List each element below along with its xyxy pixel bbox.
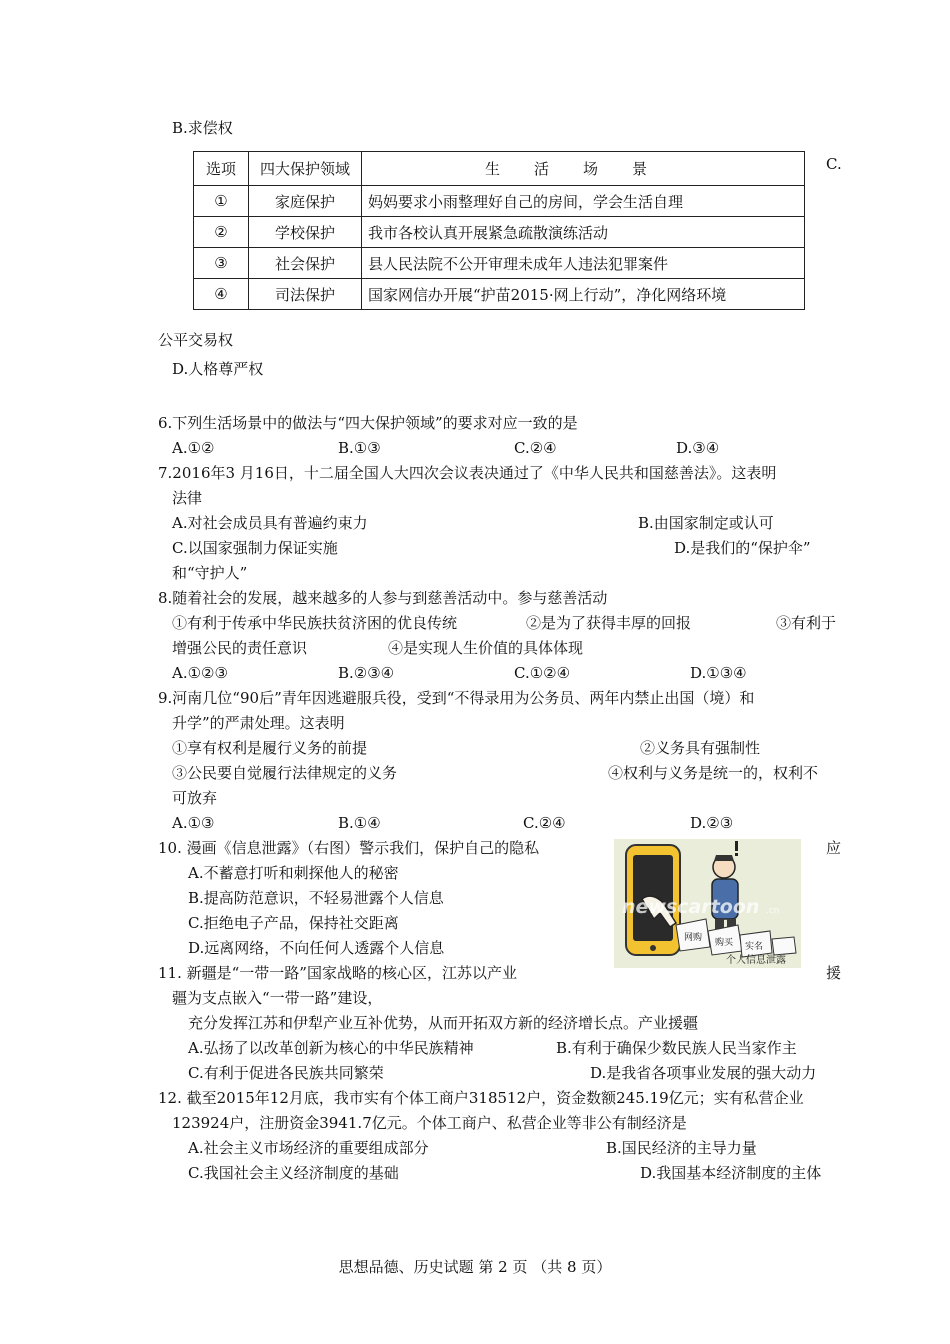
- table-cell-option: ①: [194, 186, 249, 217]
- page-footer: 思想品德、历史试题 第 2 页 （共 8 页）: [338, 1258, 612, 1276]
- q6-option-d: D.③④: [676, 439, 720, 457]
- q8-statement-2: ②是为了获得丰厚的回报: [526, 614, 692, 632]
- table-header-option: 选项: [194, 152, 249, 186]
- table-row: [194, 279, 805, 310]
- watermark-suffix: .cn: [766, 906, 780, 916]
- q9-stem-line2: 升学”的严肃处理。这表明: [172, 714, 345, 732]
- q7-option-c: C.以国家强制力保证实施: [172, 539, 338, 557]
- q11-option-c: C.有利于促进各民族共同繁荣: [188, 1064, 384, 1082]
- q7-option-d: D.是我们的“保护伞”: [674, 539, 811, 557]
- q9-option-d: D.②③: [690, 814, 734, 832]
- q9-statement-3: ③公民要自觉履行法律规定的义务: [172, 764, 398, 782]
- q11-stem-line3: 充分发挥江苏和伊犁产业互补优势，从而开拓双方新的经济增长点。产业援疆: [188, 1014, 699, 1032]
- table-cell-area: 社会保护: [249, 248, 362, 279]
- q8-option-a: A.①②③: [172, 664, 228, 682]
- q5-option-c-letter: C.: [826, 155, 842, 173]
- q10-option-b: B.提高防范意识，不轻易泄露个人信息: [188, 889, 444, 907]
- q8-option-c: C.①②④: [514, 664, 571, 682]
- q12-option-c: C.我国社会主义经济制度的基础: [188, 1164, 399, 1182]
- table-cell-area: 司法保护: [249, 279, 362, 310]
- q10-option-c: C.拒绝电子产品，保持社交距离: [188, 914, 399, 932]
- table-header-scene: 生活场景: [362, 152, 805, 186]
- table-header-row: [194, 152, 805, 186]
- q12-option-a: A.社会主义市场经济的重要组成部分: [188, 1139, 429, 1157]
- q9-option-c: C.②④: [523, 814, 566, 832]
- q8-option-b: B.②③④: [338, 664, 395, 682]
- q11-stem-line1: 11. 新疆是“一带一路”国家战略的核心区，江苏以产业: [158, 964, 517, 982]
- protection-table: [193, 151, 805, 310]
- paper-label-1: 网购: [684, 933, 703, 943]
- table-cell-option: ③: [194, 248, 249, 279]
- paper-label-2: 购买: [715, 938, 734, 948]
- q5-option-b: B.求偿权: [172, 119, 233, 137]
- table-cell-scene: 国家网信办开展“护苗2015·网上行动”，净化网络环境: [362, 279, 805, 310]
- q7-stem-line1: 7.2016年3 月16日，十二届全国人大四次会议表决通过了《中华人民共和国慈善法》。这表明: [158, 464, 777, 482]
- exclamation-icon: [735, 841, 738, 851]
- cartoon-illustration: [614, 839, 801, 968]
- table-cell-area: 家庭保护: [249, 186, 362, 217]
- q6-stem: 6.下列生活场景中的做法与“四大保护领域”的要求对应一致的是: [158, 414, 578, 432]
- q9-option-a: A.①③: [172, 814, 215, 832]
- table-header-area: 四大保护领域: [249, 152, 362, 186]
- q12-option-d: D.我国基本经济制度的主体: [640, 1164, 822, 1182]
- q7-stem-line2: 法律: [172, 489, 203, 507]
- q8-statement-4: ④是实现人生价值的具体体现: [388, 639, 584, 657]
- table-row: [194, 186, 805, 217]
- q8-statement-1: ①有利于传承中华民族扶贫济困的优良传统: [172, 614, 458, 632]
- cartoon-information-leak: [614, 839, 801, 968]
- q11-option-b: B.有利于确保少数民族人民当家作主: [556, 1039, 797, 1057]
- q10-option-d: D.远离网络，不向任何人透露个人信息: [188, 939, 445, 957]
- q9-statement-4-cont: 可放弃: [172, 789, 218, 807]
- q11-option-a: A.弘扬了以改革创新为核心的中华民族精神: [188, 1039, 474, 1057]
- table-cell-option: ②: [194, 217, 249, 248]
- q12-option-b: B.国民经济的主导力量: [606, 1139, 757, 1157]
- table-row: [194, 217, 805, 248]
- q7-option-a: A.对社会成员具有普遍约束力: [172, 514, 368, 532]
- table-cell-area: 学校保护: [249, 217, 362, 248]
- table-cell-scene: 县人民法院不公开审理未成年人违法犯罪案件: [362, 248, 805, 279]
- q10-option-a: A.不蓄意打听和刺探他人的秘密: [188, 864, 399, 882]
- q9-stem-line1: 9.河南几位“90后”青年因逃避服兵役，受到“不得录用为公务员、两年内禁止出国（境）和: [158, 689, 755, 707]
- q8-option-d: D.①③④: [690, 664, 747, 682]
- q9-statement-4: ④权利与义务是统一的，权利不: [608, 764, 819, 782]
- q9-option-b: B.①④: [338, 814, 381, 832]
- q8-statement-3: ③有利于: [776, 614, 837, 632]
- paper-label-3: 实名: [745, 942, 764, 952]
- q9-statement-2: ②义务具有强制性: [640, 739, 761, 757]
- q10-stem: 10. 漫画《信息泄露》（右图）警示我们，保护自己的隐私: [158, 839, 540, 857]
- q8-statement-3-cont: 增强公民的责任意识: [172, 639, 308, 657]
- q12-stem-line2: 123924户，注册资金3941.7亿元。个体工商户、私营企业等非公有制经济是: [172, 1114, 687, 1132]
- q10-stem-end: 应: [826, 839, 842, 857]
- q7-option-d-cont: 和“守护人”: [172, 564, 248, 582]
- q6-option-b: B.①③: [338, 439, 381, 457]
- q11-stem-line2: 疆为支点嵌入“一带一路”建设，: [172, 989, 383, 1007]
- q6-option-a: A.①②: [172, 439, 215, 457]
- q7-option-b: B.由国家制定或认可: [638, 514, 774, 532]
- q12-stem-line1: 12. 截至2015年12月底，我市实有个体工商户318512户，资金数额245.19亿元；实有私营企业: [158, 1089, 804, 1107]
- cartoon-caption: 个人信息泄露: [726, 955, 786, 966]
- table-row: [194, 248, 805, 279]
- q8-stem: 8.随着社会的发展，越来越多的人参与到慈善活动中。参与慈善活动: [158, 589, 608, 607]
- table-cell-scene: 我市各校认真开展紧急疏散演练活动: [362, 217, 805, 248]
- q9-statement-1: ①享有权利是履行义务的前提: [172, 739, 368, 757]
- table-cell-scene: 妈妈要求小雨整理好自己的房间，学会生活自理: [362, 186, 805, 217]
- q11-stem-line1-end: 援: [826, 964, 842, 982]
- q5-option-d: D.人格尊严权: [172, 360, 264, 378]
- q6-option-c: C.②④: [514, 439, 557, 457]
- watermark-text: newscartoon: [622, 896, 760, 918]
- q11-option-d: D.是我省各项事业发展的强大动力: [590, 1064, 817, 1082]
- table-cell-option: ④: [194, 279, 249, 310]
- q5-option-c-text: 公平交易权: [158, 331, 234, 349]
